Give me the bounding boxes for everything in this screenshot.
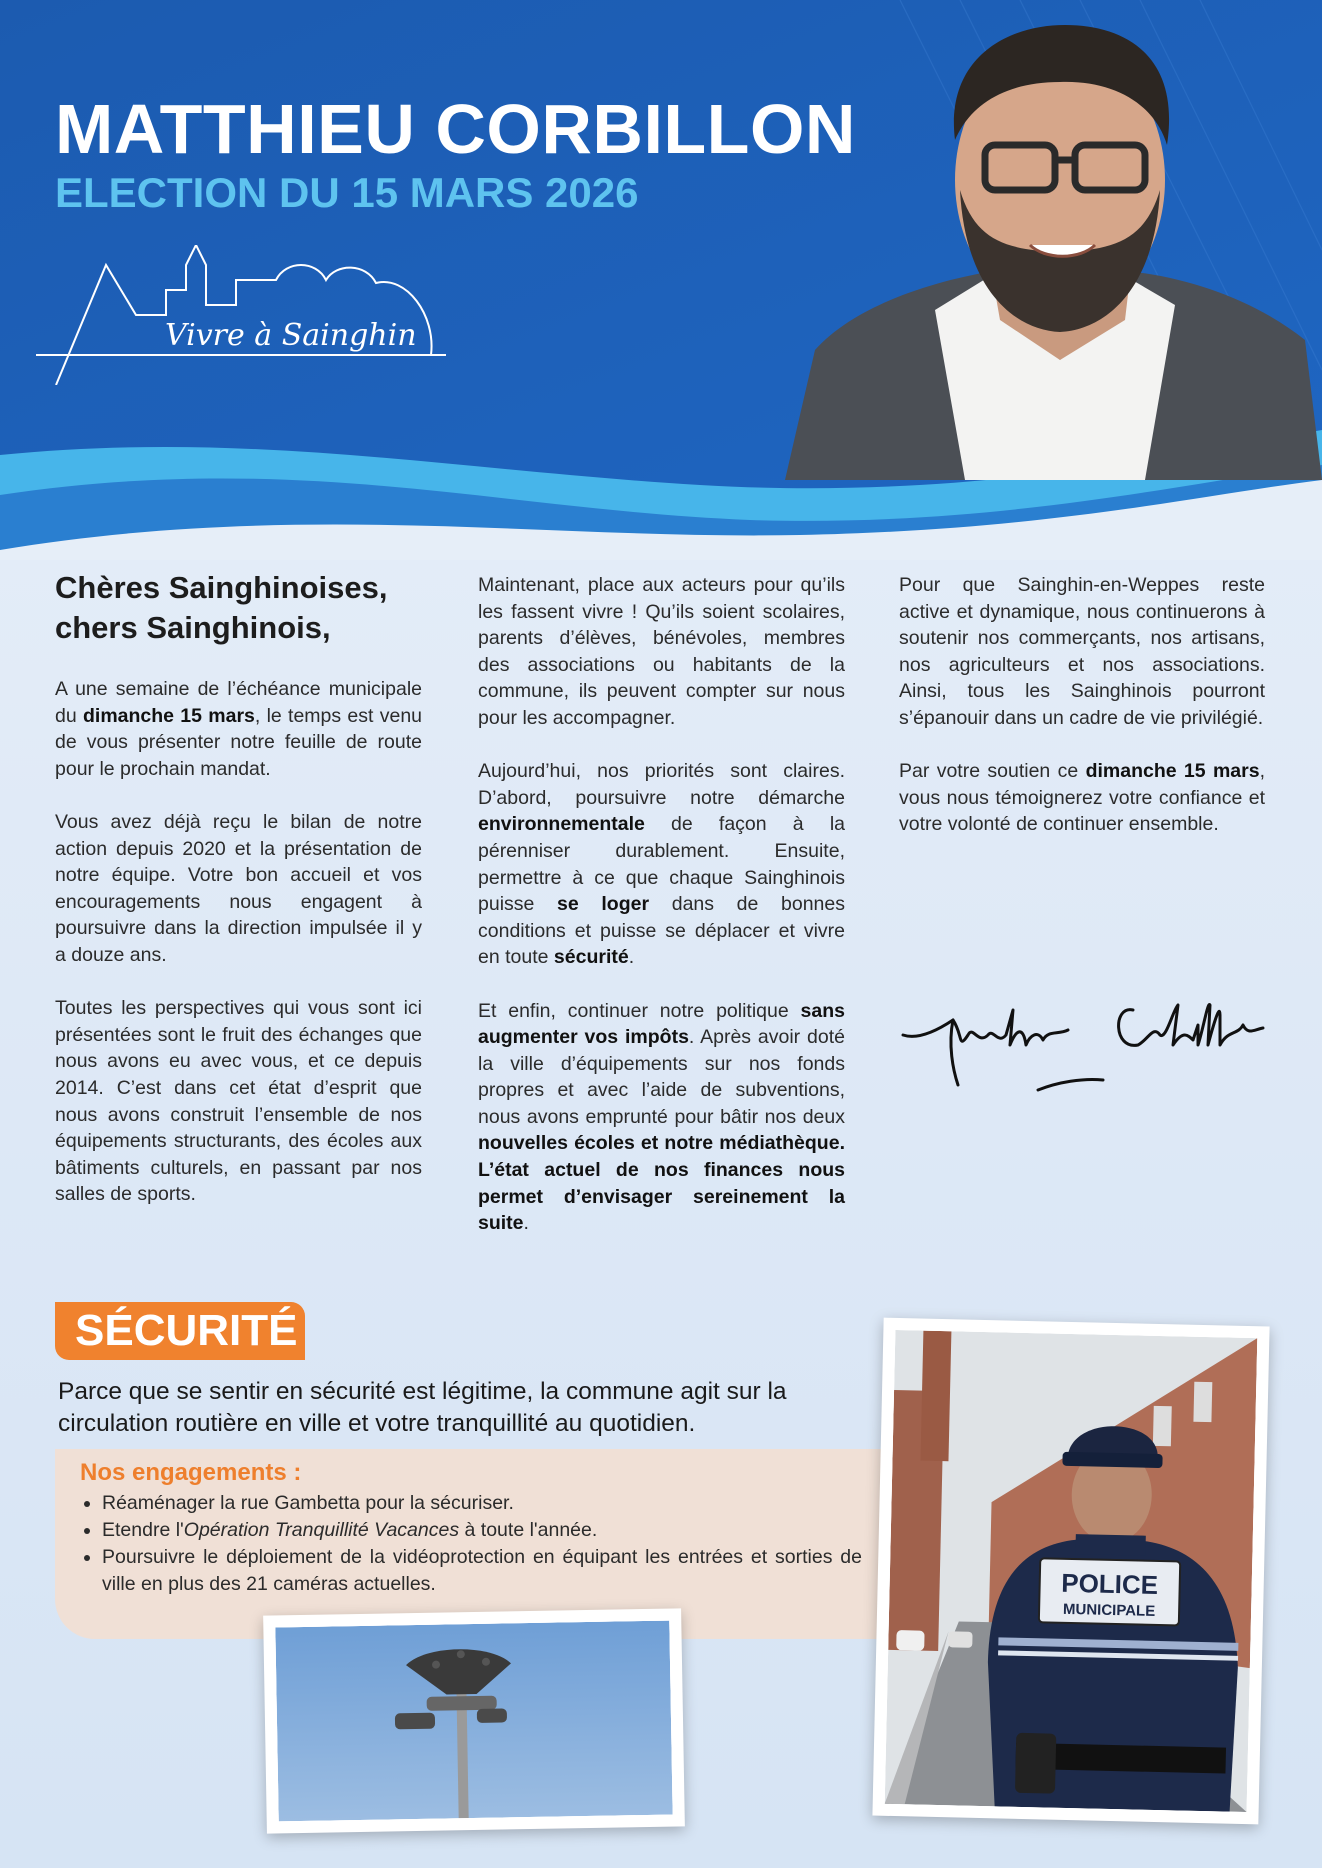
text: Aujourd’hui, nos priorités sont claires. D’abord, poursuivre notre démarche xyxy=(478,760,845,809)
election-date: ELECTION DU 15 MARS 2026 xyxy=(55,169,639,216)
surveillance-camera-photo xyxy=(263,1608,685,1833)
bold-text: sans augmenter vos impôts xyxy=(478,999,845,1049)
text: . xyxy=(523,1212,529,1235)
police-officer-photo xyxy=(872,1318,1269,1825)
paragraph xyxy=(478,758,845,971)
engagements-list xyxy=(80,1490,862,1598)
logo-text: Vivre à Sainghin xyxy=(165,318,417,353)
text: Par votre soutien ce xyxy=(899,760,1086,783)
vest-label-municipale: MUNICIPALE xyxy=(1062,1600,1156,1620)
letter-column-2 xyxy=(478,572,845,1263)
italic-text: Opération Tranquillité Vacances xyxy=(183,1519,460,1541)
paragraph xyxy=(899,758,1265,838)
text: . Après avoir doté la ville d’équipements sur nos fonds propres et avec l’aide de subventions, nous avons emprunté pour bâtir nos deux xyxy=(478,1026,845,1128)
bold-text: environnementale xyxy=(478,813,645,836)
list-item: • Poursuivre le déploiement de la vidéoprotection en équipant les entrées et sorties de ville en plus des 21 caméras actuelles. xyxy=(102,1544,862,1598)
security-intro: Parce que se sentir en sécurité est légitime, la commune agit sur la circulation routière en ville et votre tranquillité au quotidien. xyxy=(58,1378,787,1437)
text: Etendre l' xyxy=(102,1519,184,1541)
bold-text: nouvelles écoles et notre médiathèque. L’état actuel de nos finances nous permet d’envisager sereinement la suite xyxy=(478,1132,845,1235)
list-item: • Réaménager la rue Gambetta pour la sécuriser. xyxy=(102,1490,862,1517)
candidate-name: MATTHIEU CORBILLON xyxy=(55,90,856,168)
vivre-a-sainghin-logo xyxy=(36,245,446,385)
text: , vous nous témoignerez votre confiance et votre volonté de continuer ensemble. xyxy=(899,760,1266,836)
letter-column-1 xyxy=(55,568,422,1234)
bold-text: dimanche 15 mars xyxy=(1085,760,1260,783)
paragraph: Toutes les perspectives qui vous sont ici présentées sont le fruit des échanges que nous avons eu avec vous, et ce depuis 2014. C’est dans cet état d’esprit que nous avons construit l’ensemble de nos équipements structurants, des écoles aux bâtiments culturels, en passant par nos salles de sports. xyxy=(55,997,422,1206)
text: Et enfin, continuer notre politique xyxy=(478,999,801,1022)
text: dans de bonnes conditions et puisse se déplacer et vivre en toute xyxy=(478,893,845,969)
candidate-portrait xyxy=(785,20,1322,480)
list-item xyxy=(102,1517,862,1544)
text: A une semaine de l’échéance municipale du xyxy=(55,678,422,727)
bold-text: dimanche 15 mars xyxy=(82,704,255,727)
paragraph: Pour que Sainghin-en-Weppes reste active et dynamique, nous continuerons à soutenir nos commerçants, nos artisans, nos agriculteurs et nos associations. Ainsi, tous les Sainghinois pourront s’épanouir dans un cadre de vie privilégié. xyxy=(899,574,1265,729)
handwritten-signature xyxy=(898,990,1268,1100)
paragraph: Maintenant, place aux acteurs pour qu’ils les fassent vivre ! Qu’ils soient scolaires, parents d’élèves, bénévoles, membres des associations ou habitants de la commune, ils peuvent compter sur nous pour les accompagner. xyxy=(478,574,845,729)
camera-photo-illustration xyxy=(275,1621,672,1822)
letter-column-3 xyxy=(899,572,1265,865)
text: , le temps est venu de vous présenter notre feuille de route pour le prochain mandat. xyxy=(55,704,423,780)
paragraph xyxy=(478,998,845,1237)
greeting: Chères Sainghinoises, chers Sainghinois, xyxy=(55,570,388,645)
vest-label-police: POLICE xyxy=(1060,1567,1159,1600)
police-photo-illustration xyxy=(885,1330,1258,1812)
text: à toute l'année. xyxy=(459,1519,598,1541)
security-title: SÉCURITÉ xyxy=(75,1306,298,1355)
text: de façon à la pérenniser durablement. Ensuite, permettre à ce que chaque Sainghinois puisse xyxy=(478,813,845,916)
engagements-title: Nos engagements : xyxy=(80,1459,302,1486)
bold-text: sécurité xyxy=(553,946,629,969)
paragraph xyxy=(55,676,422,782)
paragraph: Vous avez déjà reçu le bilan de notre action depuis 2020 et la présentation de notre équipe. Votre bon accueil et vos encouragements nous engagent à poursuivre dans la direction impulsée il y a douze ans. xyxy=(55,810,422,966)
text: . xyxy=(628,946,635,969)
bold-text: se loger xyxy=(557,893,650,916)
